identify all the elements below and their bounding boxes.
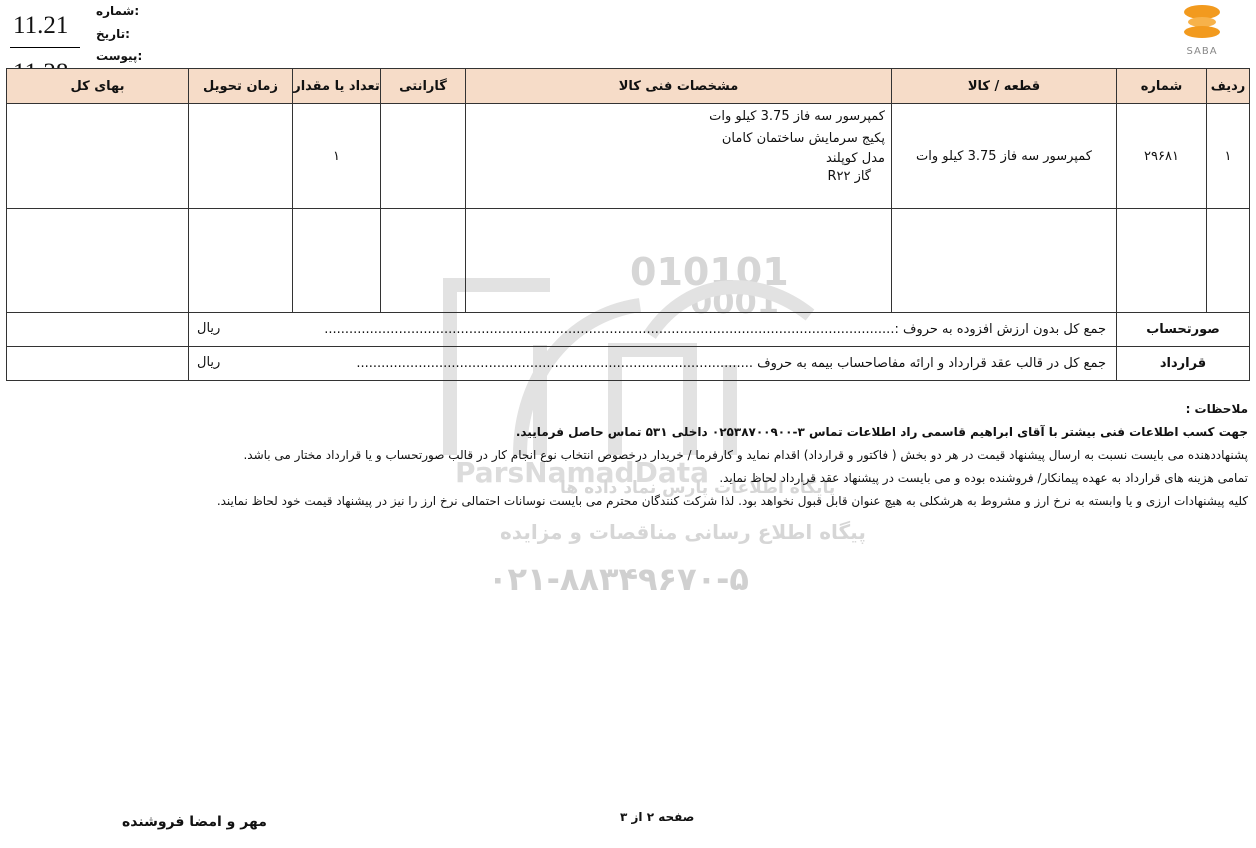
invoice-total-row [7,313,1250,347]
empty-cell [381,209,466,313]
contract-total-label: جمع کل در قالب عقد قرارداد و ارائه مفاصاحساب بیمه به حروف ................................................................................................ [356,356,1106,371]
attachment-label: پیوست: [96,49,143,63]
note-item: پشنهاددهنده می بایست نسبت به ارسال پیشنهاد قیمت در هر دو بخش ( فاکتور و قرارداد) اقدام نماید و کارفرما / خریدار درخصوص انتخاب نوع انجام کار در قالب صورتحساب و یا قرارداد مختار می باشد. [243,448,1248,462]
spec-line: گاز R۲۲ [827,169,871,184]
watermark-binary-1: 010101 [630,250,789,294]
col-item-header: قطعه / کالا [892,69,1117,104]
watermark-phone: ۰۲۱-۸۸۳۴۹۶۷۰-۵ [488,560,749,598]
col-code-header: شماره [1117,69,1207,104]
empty-cell [189,209,293,313]
notes-section [8,398,1248,513]
watermark-subtitle-2: پیگاه اطلاع رسانی مناقصات و مزایده [500,520,866,544]
spec-line: کمپرسور سه فاز 3.75 کیلو وات [709,109,885,124]
spec-line: پکیج سرمایش ساختمان کامان [721,131,885,146]
table-row-empty [7,209,1250,313]
empty-cell [1207,209,1250,313]
col-specs-header: مشخصات فنی کالا [466,69,892,104]
page-number: صفحه ۲ از ۳ [620,810,695,824]
empty-cell [466,209,892,313]
empty-cell [892,209,1117,313]
contract-total-blank [7,347,189,381]
note-item: تمامی هزینه های قرارداد به عهده پیمانکار/ فروشنده بوده و می بایست در پیشنهاد عقد قرارداد لحاظ نماید. [719,471,1248,485]
logo-text: SABA [1186,46,1218,57]
col-row-header: ردیف [1207,69,1250,104]
date-label: تاریخ: [96,27,130,41]
rial-label: ریال [197,355,221,370]
note-item: جهت کسب اطلاعات فنی بیشتر با آقای ابراهیم قاسمی راد اطلاعات تماس ۳-۰۲۵۳۸۷۰۰۹۰۰ داخلی ۵۳۱ تماس حاصل فرمایید. [515,425,1248,439]
invoice-total-in-words[interactable] [189,313,1117,347]
note-item: کلیه پیشنهادات ارزی و یا وابسته به نرخ ارز و مشروط به هرشکلی به هیچ عنوان قابل قبول نخواهد بود. لذا شرکت کنندگان محترم می بایست نوسانات احتمالی نرخ ارز را نیز در پیشنهاد قیمت خود لحاظ نمایند. [216,494,1248,508]
table-row [7,104,1250,209]
contract-title: قرارداد [1117,347,1250,381]
handwritten-number: 11.21 [13,12,69,39]
invoice-total-blank [7,313,189,347]
table-header-row [7,69,1250,104]
notes-title: ملاحظات : [1185,402,1248,416]
item-code-cell: ۲۹۶۸۱ [1117,104,1207,209]
invoice-total-label: جمع کل بدون ارزش افزوده به حروف :.......................................................................................................................................... [324,322,1106,337]
seller-signature-label: مهر و امضا فروشنده [122,814,267,830]
invoice-title: صورتحساب [1117,313,1250,347]
watermark-brand: ParsNamadData [455,456,709,489]
logo-mark-icon [1166,0,1238,44]
col-delivery-header: زمان تحویل [189,69,293,104]
total-price-cell[interactable] [7,104,189,209]
row-number-cell: ۱ [1207,104,1250,209]
col-total-header: بهای کل [7,69,189,104]
contract-total-row [7,347,1250,381]
watermark-subtitle-1: پایگاه اطلاعات پارس نماد داده ها [560,478,836,498]
item-specs-cell [466,104,892,209]
col-quantity-header: تعداد یا مقدار [293,69,381,104]
watermark-binary-2: 0001 [690,283,780,321]
warranty-cell[interactable] [381,104,466,209]
empty-cell [293,209,381,313]
contract-total-in-words[interactable] [189,347,1117,381]
items-table [6,68,1250,381]
delivery-cell[interactable] [189,104,293,209]
number-label: شماره: [96,4,140,18]
empty-cell [1117,209,1207,313]
rial-label: ریال [197,321,221,336]
item-name-cell: کمپرسور سه فاز 3.75 کیلو وات [892,104,1117,209]
empty-cell [7,209,189,313]
quantity-cell: ۱ [293,104,381,209]
divider [10,47,80,48]
col-warranty-header: گارانتی [381,69,466,104]
spec-line: مدل کوپلند [826,151,885,166]
company-logo [1166,0,1238,66]
